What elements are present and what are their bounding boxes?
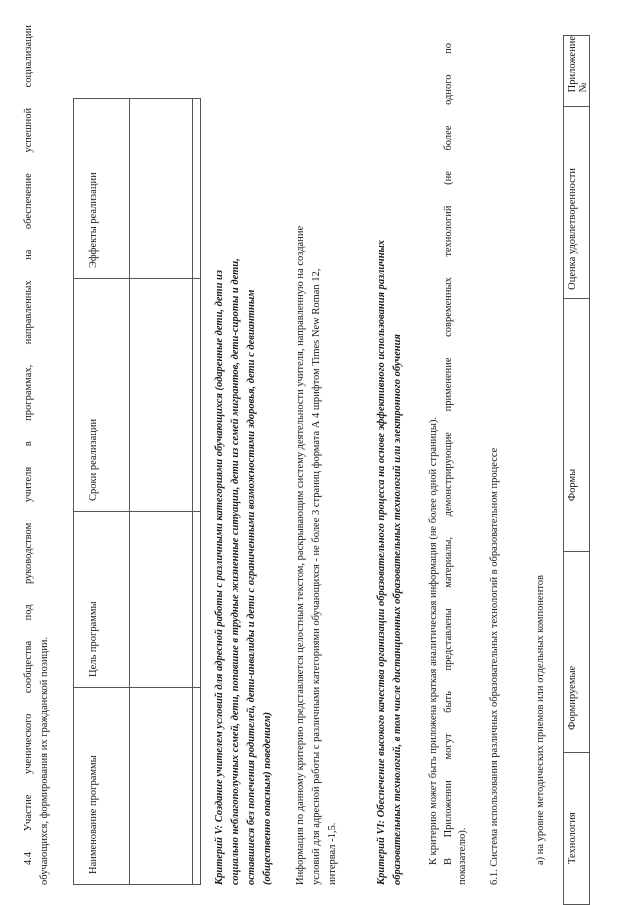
criterion-vi-line-1: Критерий VI: Обеспечение высокого качества организации образовательного процесса на основе эффективного использования различных bbox=[376, 239, 387, 885]
criterion-v-line-4: (общественно опасным) поведением) bbox=[262, 712, 273, 885]
programs-cell bbox=[130, 279, 193, 512]
tech-header-appendix: Приложение № bbox=[564, 36, 590, 107]
section-4-4-line-2: обучающихся, формирования их гражданской позиции. bbox=[39, 636, 50, 885]
programs-header-terms: Сроки реализации bbox=[74, 279, 130, 512]
programs-header-effects: Эффекты реализации bbox=[74, 99, 130, 279]
programs-cell bbox=[193, 99, 201, 279]
section-6-1-heading: 6.1. Система использования различных образовательных технологий в образовательном процессе bbox=[489, 447, 500, 885]
criterion-vi-line-2: образовательных технологий, в том числе дистанционных образовательных технологий или электронного обучения bbox=[392, 334, 403, 885]
criterion-v-info-line-2: условий для адресной работы с различными категориями обучающихся - не более 3 страниц формата А 4 шрифтом Times New Roman 12, bbox=[311, 268, 322, 885]
programs-cell bbox=[130, 688, 193, 885]
criterion-v-line-1: Критерий V: Создание учителем условий для адресной работы с различными категориями обучающихся (одаренные дети, дети из bbox=[214, 270, 225, 885]
criterion-vi-info-line-2: В Приложении могут быть представлены материалы, демонстрирующие применение современных технологий (не более одного по bbox=[443, 43, 454, 865]
programs-cell bbox=[193, 279, 201, 512]
criterion-v-line-3: оставшиеся без попечения родителей, дети-инвалиды и дети с ограниченными возможностями здоровья, дети с девиантным bbox=[246, 289, 257, 885]
criterion-vi-info-line-3: показателю). bbox=[457, 827, 468, 885]
tech-header-formed: Формируемые bbox=[564, 552, 590, 753]
criterion-v-info-line-3: интервал -1,5. bbox=[327, 822, 338, 885]
programs-cell bbox=[130, 99, 193, 279]
programs-cell bbox=[193, 688, 201, 885]
criterion-vi-info-line-1: К критерию может быть приложена краткая аналитическая информация (не более одной страницы). bbox=[428, 416, 439, 865]
technologies-table bbox=[563, 35, 590, 905]
tech-header-forms: Формы bbox=[564, 298, 590, 551]
tech-header-satisfaction: Оценка удовлетворенности bbox=[564, 107, 590, 298]
programs-header-name: Наименование программы bbox=[74, 688, 130, 885]
programs-cell bbox=[130, 512, 193, 688]
criterion-v-line-2: социально неблагополучных семей, дети, попавшие в трудные жизненные ситуации, дети из семей мигрантов, дети-сироты и дети, bbox=[230, 258, 241, 885]
programs-header-goal: Цель программы bbox=[74, 512, 130, 688]
subsection-a: а) на уровне методических приемов или отдельных компонентов bbox=[535, 575, 546, 865]
tech-header-technology: Технология bbox=[564, 752, 590, 904]
criterion-v-info-line-1: Информация по данному критерию представляется целостным текстом, раскрывающим систему деятельности учителя, направленную на создание bbox=[295, 225, 306, 885]
programs-cell bbox=[193, 512, 201, 688]
section-4-4-line-1: 4.4 Участие ученического сообщества под руководством учителя в программах, направленных на обеспечение успешной социализации bbox=[23, 25, 34, 865]
programs-table bbox=[73, 98, 201, 885]
